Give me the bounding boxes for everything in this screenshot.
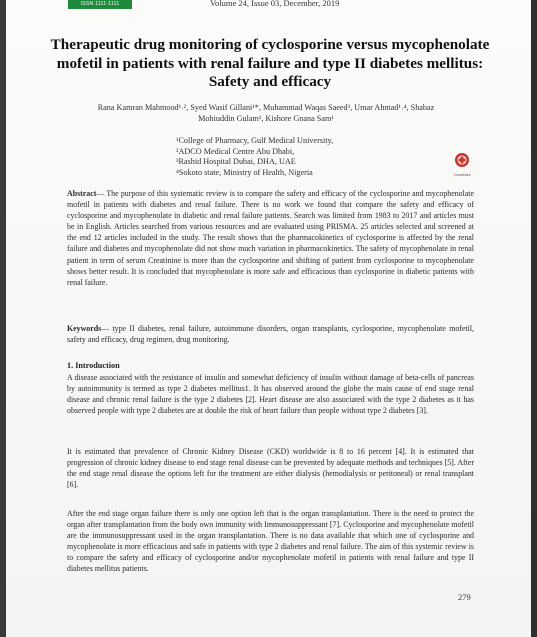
abstract-section — [67, 188, 474, 288]
affiliation-2: ²ADCO Medical Centre Abu Dhabi, — [176, 146, 295, 156]
affiliation-3: ³Rashid Hospital Dubai, DHA, UAE — [176, 157, 296, 166]
abstract-label: Abstract — [67, 189, 97, 198]
volume-issue-header: Volume 24, Issue 03, December, 2019 — [210, 0, 340, 8]
intro-paragraph-2: It is estimated that prevalence of Chronic Kidney Disease (CKD) worldwide is 8 to 16 percent [4]. It is estimated that progression of chronic kidney disease to end stage renal disease can be prevented by adequate methods and techniques [5]. After the end stage renal disease the options left for the treatment are either dialysis (hemodialysis or peritoneal) or renal transplant [6]. — [67, 447, 474, 490]
crossmark-icon — [454, 152, 470, 168]
page-number: 279 — [458, 592, 471, 602]
keywords-label: Keywords — [67, 324, 102, 333]
abstract-text: — The purpose of this systematic review is to compare the safety and efficacy of the cyclosporine and mycophenolate mofetil in patients with diabetes and renal failure. There is no work we found that compare the safety and efficacy of cyclosporine and mycophenolate in diabetic and renal failure patients. Search was limited from 1983 to 2017 and articles must be in English. Articles searched from various resources and are evaluated using PRISMA. 25 articles selected and screened at the end 12 articles included in the study. The result shows that the pharmacokinetics of cyclosporine is affected by the renal failure and diabetes and mycophenolate did not show much variation in pharmacokinetics. The safety of mycophenolate in renal patient in term of serum Creatinine is more than the cyclosporine and shifting of patient from cyclosporine to mycophenolate shows better result. It is concluded that mycophenolate is more safe and efficacious than cyclosporine in diabetic patients with renal failure. — [67, 189, 474, 287]
paper-page — [6, 0, 531, 637]
crossmark-label: CrossMark — [453, 173, 471, 177]
issn-badge: ISSN 1111-1111 — [68, 0, 132, 9]
paper-title: Therapeutic drug monitoring of cyclosporine versus mycophenolate mofetil in patients with renal failure and type II diabetes mellitus: Safety and efficacy — [50, 36, 490, 90]
keywords-section — [67, 323, 474, 345]
author-line-1: Rana Kamran Mahmood¹˒², Syed Wasif Gillani¹*, Muhammad Waqas Saeed³, Umar Ahmad¹˒⁴, Shabaz — [97, 103, 435, 112]
author-list — [54, 102, 478, 124]
intro-paragraph-3: After the end stage organ failure there is only one option left that is the organ transplantation. There is the need to protect the organ after transplantation from the body own immunity with Immunosuppressant [7]. Cyclosporine and mycophenolate mofetil are the immunosuppressant used in the organ transplantation. There is no data available that which one of cyclosporine and mycophenolate is more efficacious and safe in patients with type 2 diabetes and renal failure. The aim of this systemic review is to compare the safety and efficacy of cyclosporine and/or mycophenolate mofetil in patients with renal failure and type II diabetes mellitus patients. — [67, 509, 474, 574]
affiliation-list — [176, 136, 333, 178]
crossmark-badge[interactable] — [453, 152, 471, 177]
section-heading-introduction: 1. Introduction — [67, 361, 120, 370]
affiliation-1: ¹College of Pharmacy, Gulf Medical University, — [176, 136, 334, 145]
affiliation-4: ⁴Sokoto state, Ministry of Health, Nigeria — [176, 167, 313, 177]
intro-paragraph-1: A disease associated with the resistance of insulin and somewhat deficiency of insulin without damage of beta-cells of pancreas by autoimmunity is termed as type 2 diabetes mellitus1. It has observed around the globe the main cause of end stage renal disease and chronic renal failure is the type 2 diabetes [2]. Heart disease are also associated with the type 2 diabetes as it has observed people with type 2 diabetes are at double the risk of heart failure than people without type 2 diabetes [3]. — [67, 373, 474, 416]
scan-edge-right — [531, 0, 537, 637]
keywords-text: — type II diabetes, renal failure, autoimmune disorders, organ transplants, cyclosporine, mycophenolate mofetil, safety and efficacy, drug regimen, drug monitoring. — [67, 324, 474, 345]
author-line-2: Mohiuddin Gulam¹, Kishore Gnana Sam¹ — [198, 114, 334, 123]
